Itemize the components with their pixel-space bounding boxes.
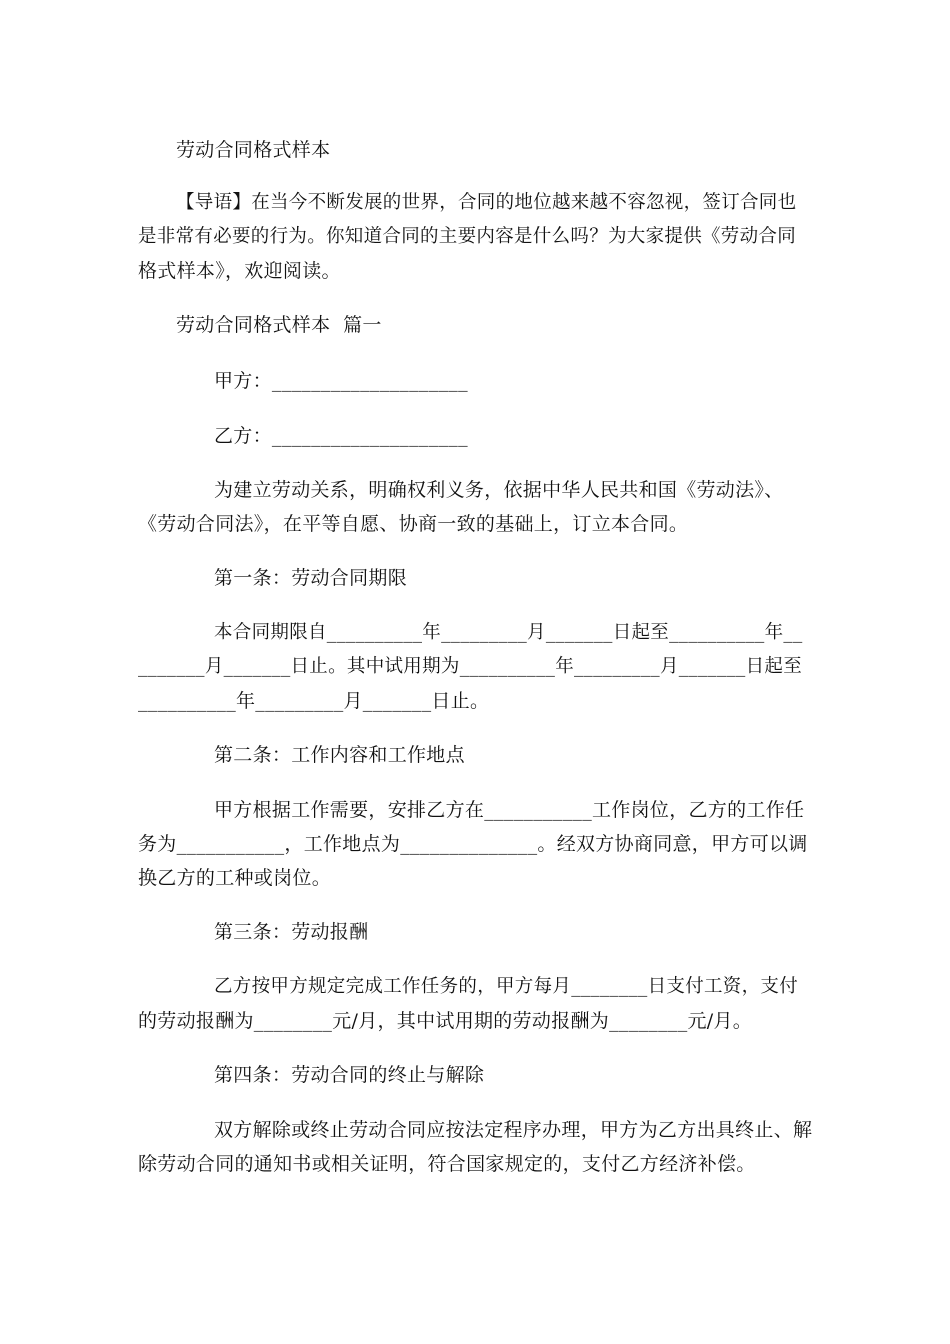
section-title: 劳动合同格式样本 篇一 <box>176 314 382 336</box>
article-3-title: 第三条：劳动报酬 <box>214 921 369 943</box>
article-4-line: 除劳动合同的通知书或相关证明，符合国家规定的，支付乙方经济补偿。 <box>138 1153 756 1175</box>
article-1-line: 本合同期限自__________年_________月_______日起至__________年__ <box>214 622 803 643</box>
article-1-line: _______月_______日止。其中试用期为__________年_________月_______日起至 <box>138 656 803 677</box>
article-4-line: 双方解除或终止劳动合同应按法定程序办理，甲方为乙方出具终止、解 <box>214 1119 813 1141</box>
article-2-line: 换乙方的工种或岗位。 <box>138 867 332 889</box>
preamble-line: 《劳动合同法》，在平等自愿、协商一致的基础上，订立本合同。 <box>138 513 689 535</box>
preamble-line: 为建立劳动关系，明确权利义务，依据中华人民共和国《劳动法》、 <box>214 479 784 501</box>
article-3-line: 乙方按甲方规定完成工作任务的，甲方每月________日支付工资，支付 <box>214 976 799 997</box>
article-4-title: 第四条：劳动合同的终止与解除 <box>214 1064 485 1086</box>
article-2-title: 第二条：工作内容和工作地点 <box>214 744 465 766</box>
article-3-line: 的劳动报酬为________元/月，其中试用期的劳动报酬为________元/月。 <box>138 1010 753 1032</box>
intro-line: 格式样本》，欢迎阅读。 <box>138 260 341 282</box>
article-1-line: __________年_________月_______日止。 <box>138 690 490 712</box>
article-1-title: 第一条：劳动合同期限 <box>214 567 408 589</box>
article-2-line: 务为___________，工作地点为______________。经双方协商同意，甲方可以调 <box>138 833 808 855</box>
party-a-field: 甲方：____________________ <box>214 370 468 392</box>
party-b-field: 乙方：____________________ <box>214 425 468 447</box>
intro-line: 是非常有必要的行为。你知道合同的主要内容是什么吗？为大家提供《劳动合同 <box>138 226 797 247</box>
intro-line: 【导语】在当今不断发展的世界，合同的地位越来越不容忽视，签订合同也 <box>176 192 797 213</box>
document-title: 劳动合同格式样本 <box>176 139 331 161</box>
article-2-line: 甲方根据工作需要，安排乙方在___________工作岗位，乙方的工作任 <box>214 799 805 821</box>
